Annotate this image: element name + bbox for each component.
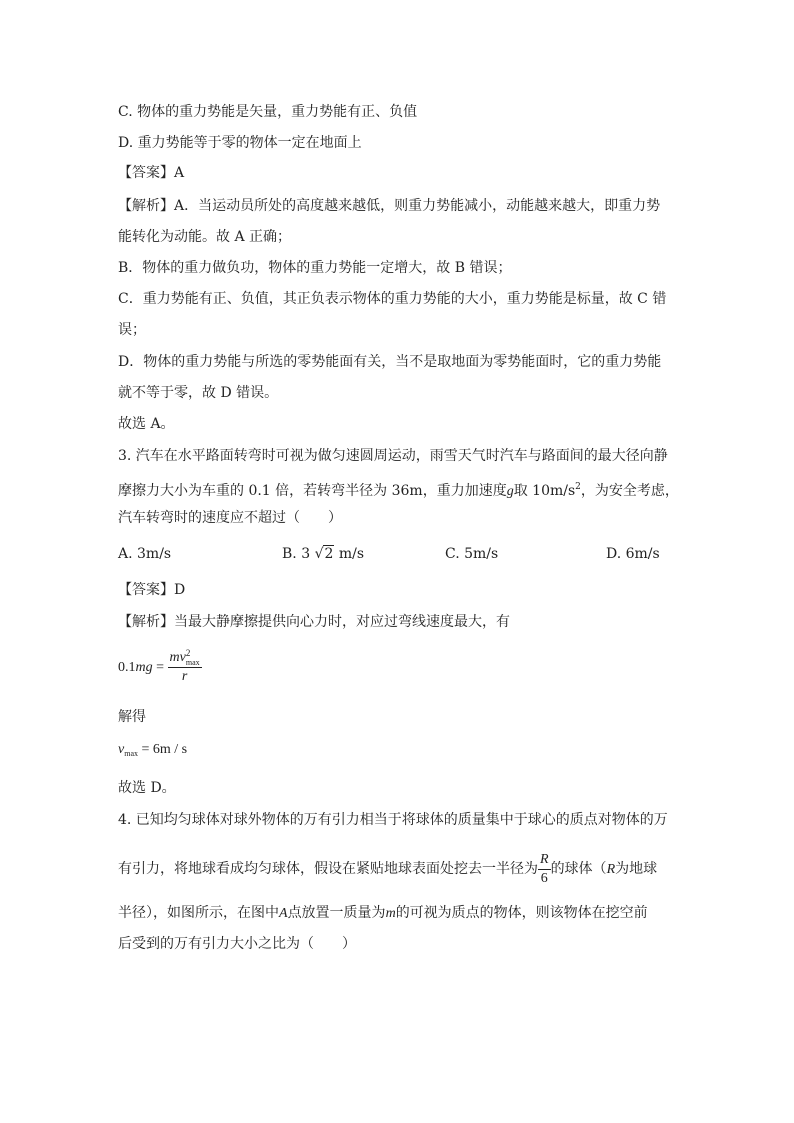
solve-label: 解得 <box>118 709 146 725</box>
q4-stem-line-2 <box>118 849 657 890</box>
eq-subscript: max <box>124 749 138 758</box>
q3-analysis-line <box>118 612 510 632</box>
stem-text: 取 10m/s <box>513 483 576 499</box>
fraction <box>538 851 551 888</box>
option-d-line: D. 重力势能等于零的物体一定在地面上 <box>118 135 362 151</box>
analysis-tag: 【解析】 <box>118 614 174 630</box>
stem-text: ，为安全考虑， <box>580 483 679 499</box>
eq-rhs: = 6m / s <box>138 742 188 757</box>
q2-analysis-line-5: 误； <box>118 322 146 338</box>
stem-text: 的可视为质点的物体，则该物体在挖空前 <box>395 905 648 921</box>
q2-analysis-line-3: B．物体的重力做负功，物体的重力势能一定增大，故 B 错误； <box>118 260 512 276</box>
q2-analysis-line-2: 能转化为动能。故 A 正确； <box>118 229 292 245</box>
numerator-sub: max <box>185 658 200 668</box>
analysis-text: 当最大静摩擦提供向心力时，对应过弯线速度最大，有 <box>174 614 510 630</box>
answer-value: A <box>174 165 185 181</box>
q4-stem-line-1: 4. 已知均匀球体对球外物体的万有引力相当于将球体的质量集中于球心的质点对物体的万 <box>118 812 668 828</box>
stem-text: 的球体（ <box>550 861 607 877</box>
analysis-text: A．当运动员所处的高度越来越低，则重力势能减小，动能越来越大，即重力势 <box>174 198 661 214</box>
fraction-numerator <box>168 649 202 668</box>
q3-option-c: C. 5m/s <box>445 546 499 562</box>
q3-stem-line-1: 3. 汽车在水平路面转弯时可视为做匀速圆周运动，雨雪天气时汽车与路面间的最大径向静 <box>118 448 668 464</box>
q2-answer-line <box>118 163 184 183</box>
stem-text: 点放置一质量为 <box>287 905 386 921</box>
q4-stem-line-4: 后受到的万有引力大小之比为（ ） <box>118 936 356 952</box>
q3-stem-line-2 <box>118 477 679 502</box>
numerator-sup: 2 <box>185 648 191 659</box>
q3-option-a: A. 3m/s <box>118 546 172 562</box>
q3-conclusion: 故选 D。 <box>118 780 176 796</box>
stem-text: 半径），如图所示，在图中 <box>118 905 279 921</box>
q3-option-d: D. 6m/s <box>606 546 660 562</box>
stem-text: 有引力，将地球看成均匀球体，假设在紧贴地球表面处挖去一半径为 <box>118 861 538 877</box>
answer-value: D <box>174 582 186 598</box>
var-g: g <box>506 484 514 499</box>
eq-sign: = <box>152 660 168 675</box>
option-unit: m/s <box>338 546 365 562</box>
var-R: R <box>606 862 616 877</box>
eq-variable: mg <box>135 660 153 675</box>
q2-analysis-line-4: C．重力势能有正、负值，其正负表示物体的重力势能的大小，重力势能是标量，故 C 错 <box>118 291 667 307</box>
fraction-denominator: 6 <box>540 870 548 886</box>
q2-conclusion: 故选 A。 <box>118 416 175 432</box>
stem-text: 为地球 <box>615 861 658 877</box>
stem-text: 摩擦力大小为车重的 0.1 倍，若转弯半径为 36m，重力加速度 <box>118 483 507 499</box>
equation-2 <box>118 740 187 764</box>
fraction <box>168 649 202 686</box>
answer-tag: 【答案】 <box>118 582 174 598</box>
radicand: 2 <box>324 546 334 562</box>
q2-analysis-line-1 <box>118 196 660 216</box>
eq-variable: v <box>118 742 125 757</box>
option-prefix: B. 3 <box>282 546 311 562</box>
var-A: A <box>279 906 288 921</box>
q2-analysis-line-7: 就不等于零，故 D 错误。 <box>118 385 279 401</box>
q2-analysis-line-6: D．物体的重力势能与所选的零势能面有关，当不是取地面为零势能面时，它的重力势能 <box>118 354 662 370</box>
option-c-line: C. 物体的重力势能是矢量，重力势能有正、负值 <box>118 104 418 120</box>
fraction-denominator: r <box>181 669 188 685</box>
q3-option-b <box>282 544 364 564</box>
sqrt-symbol: √2 <box>314 546 334 562</box>
q4-stem-line-3 <box>118 903 648 924</box>
fraction-numerator: R <box>538 851 551 870</box>
exponent: 2 <box>575 482 581 492</box>
eq-coefficient: 0.1 <box>118 660 136 675</box>
answer-tag: 【答案】 <box>118 165 174 181</box>
var-m: m <box>385 906 396 921</box>
numerator-var: mv <box>169 650 186 666</box>
q3-answer-line <box>118 580 185 600</box>
analysis-tag: 【解析】 <box>118 198 174 214</box>
equation-1 <box>118 648 202 688</box>
q3-stem-line-3: 汽车转弯时的速度应不超过（ ） <box>118 510 342 526</box>
